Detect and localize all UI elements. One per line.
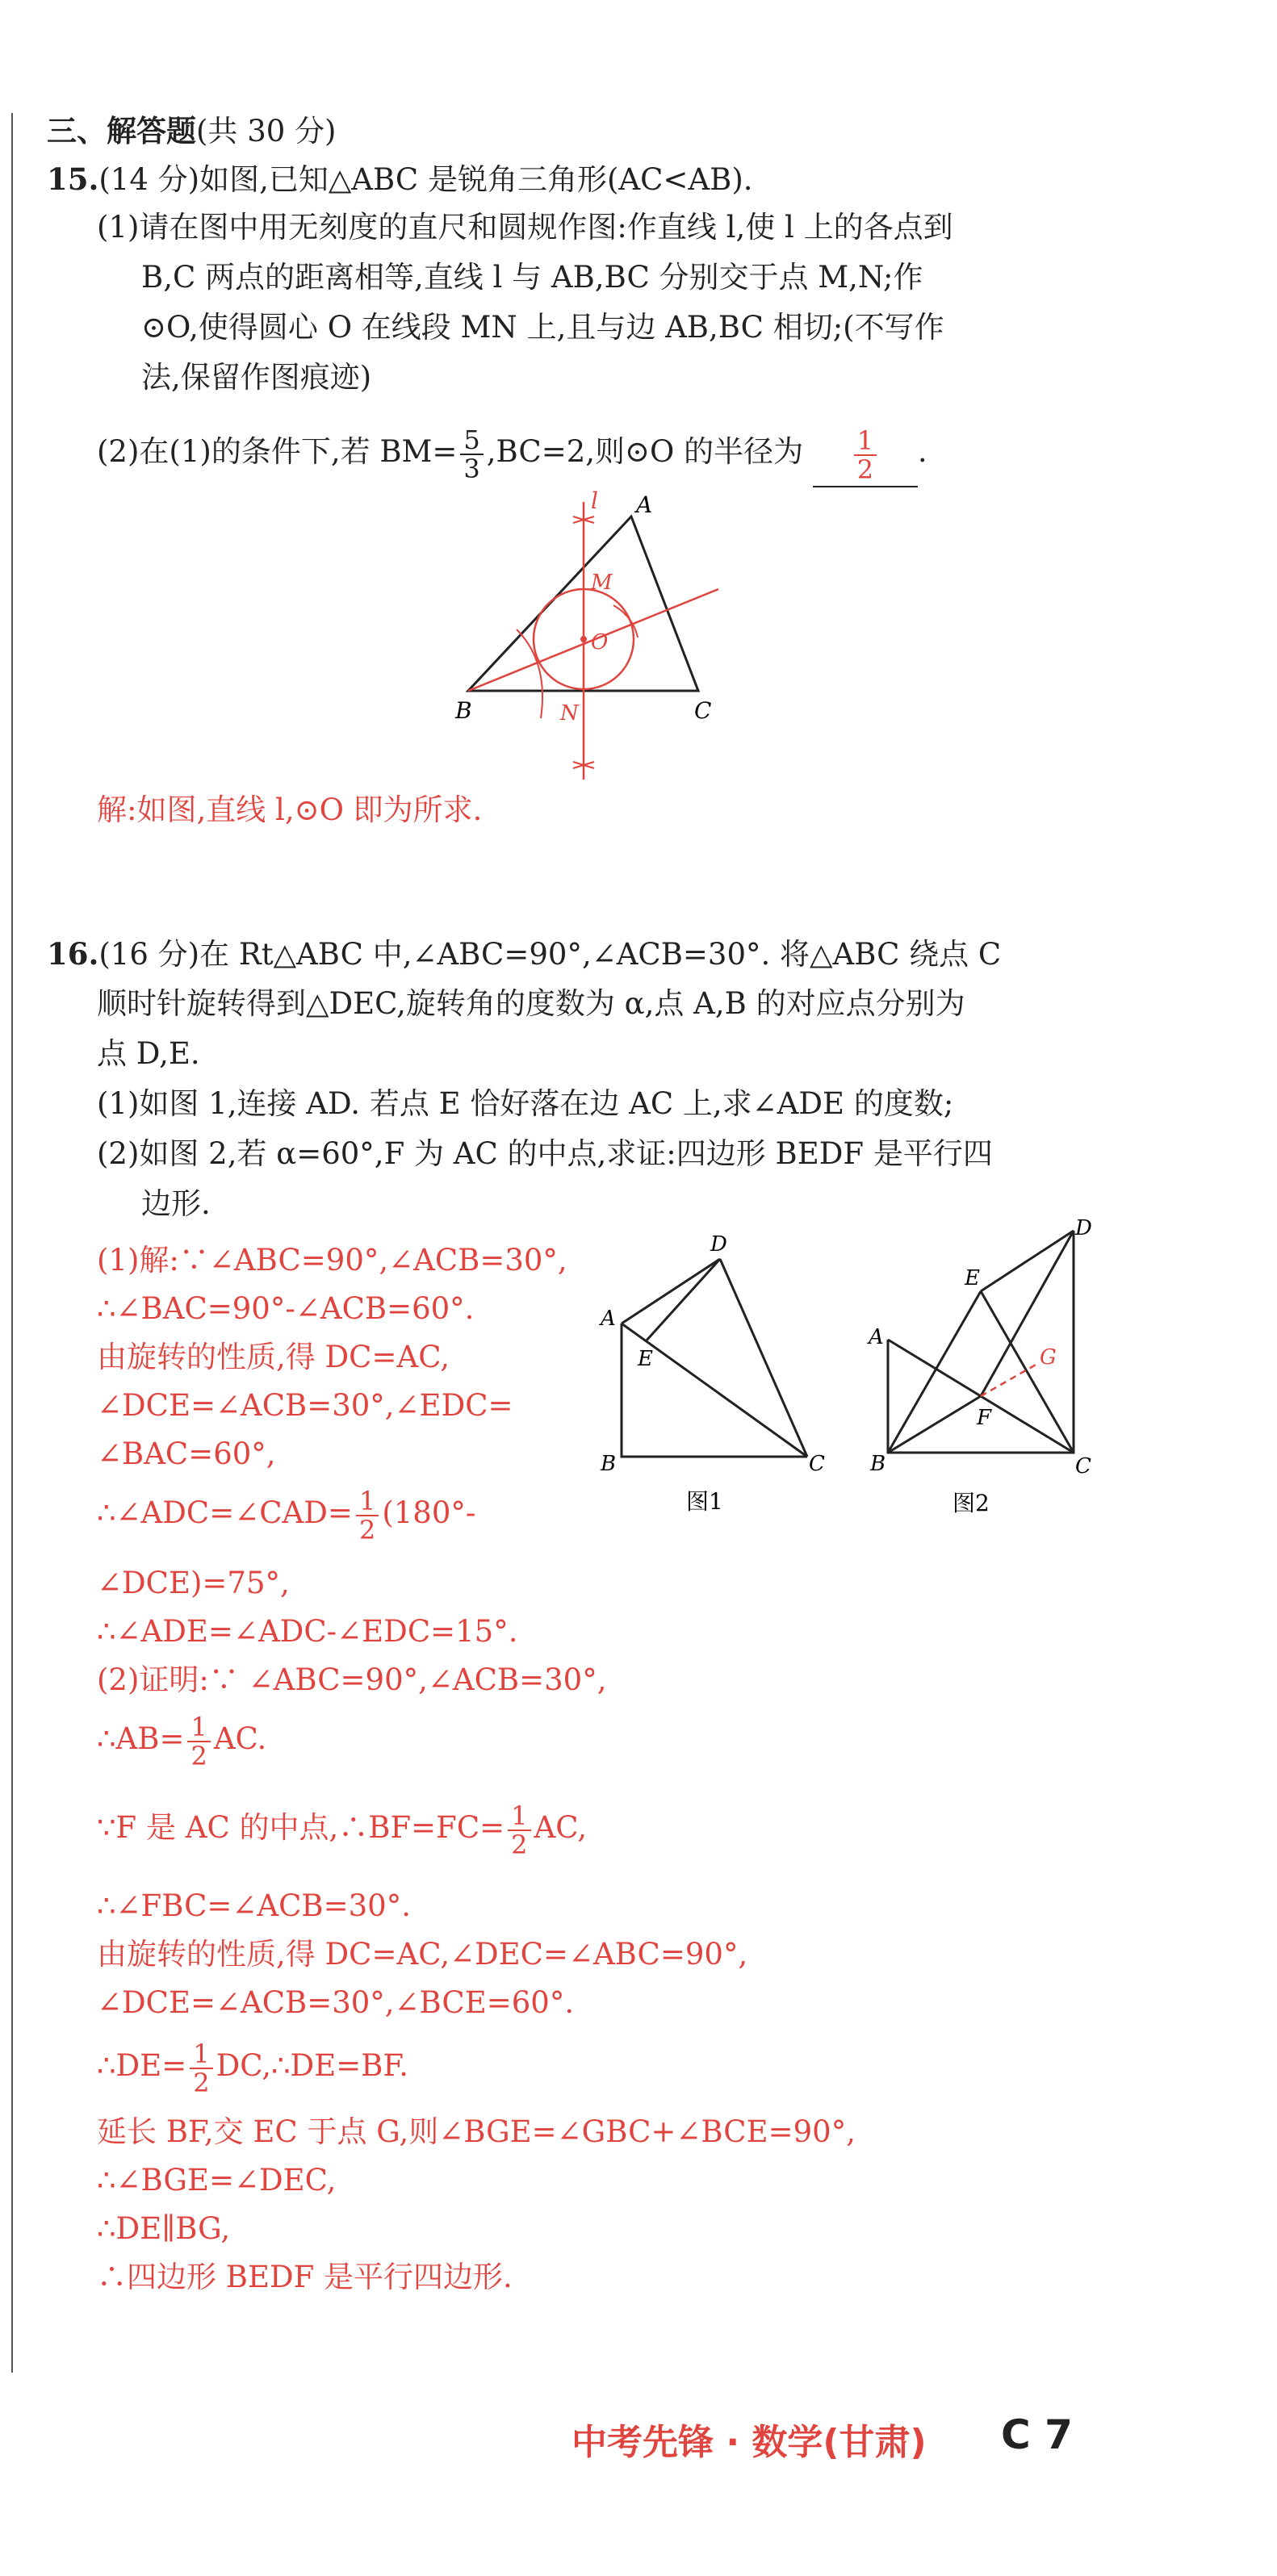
q16-sol-9: (2)证明:∵ ∠ABC=90°,∠ACB=30°, <box>97 1662 607 1697</box>
q16-line1 <box>47 936 1001 972</box>
q16-sol-10 <box>97 1707 266 1771</box>
q16-sol-12: ∴∠FBC=∠ACB=30°. <box>97 1888 411 1923</box>
label-m: M <box>591 571 613 595</box>
segment-dc <box>720 1259 807 1457</box>
q15-part1-line1: (1)请在图中用无刻度的直尺和圆规作图:作直线 l,使 l 上的各点到 <box>97 210 953 245</box>
label-b: B <box>455 697 472 724</box>
fig2-label-c: C <box>1075 1454 1091 1478</box>
fig1-caption: 图1 <box>686 1488 723 1515</box>
q15-intro-line <box>47 161 753 198</box>
fraction-half <box>187 1713 210 1770</box>
fraction-half <box>508 1802 530 1859</box>
fig1-label-d: D <box>710 1232 727 1257</box>
answer-period: . <box>917 434 927 469</box>
q16-number: 16. <box>47 936 99 972</box>
fraction-bm <box>460 426 483 483</box>
sol6-post: (180°- <box>382 1495 476 1530</box>
q16-sol-7: ∠DCE)=75°, <box>97 1566 290 1600</box>
section-title: 三、解答题 <box>47 113 196 148</box>
q16-sol-18: ∴DE∥BG, <box>97 2211 231 2246</box>
fig1-label-b: B <box>601 1452 617 1476</box>
sol10-post: AC. <box>213 1721 267 1756</box>
q16-sol-15 <box>97 2034 408 2098</box>
label-n: N <box>560 701 579 726</box>
label-o: O <box>591 630 609 654</box>
section-header <box>47 113 336 149</box>
sol15-pre: ∴DE= <box>97 2048 187 2083</box>
fig2-label-a: A <box>869 1325 884 1349</box>
frac-numerator: 1 <box>508 1802 530 1831</box>
fig2-label-f: F <box>977 1406 992 1430</box>
frac-denominator: 2 <box>511 1829 528 1860</box>
fig2-bf <box>888 1396 981 1453</box>
footer-book-title: 中考先锋 · 数学(甘肃) <box>572 2422 927 2463</box>
q15-number: 15. <box>47 161 99 197</box>
fig2-be <box>888 1291 981 1453</box>
sol6-pre: ∴∠ADC=∠CAD= <box>97 1495 353 1530</box>
q16-part2-line2: 边形. <box>141 1186 211 1221</box>
fig1-label-a: A <box>601 1307 616 1331</box>
q15-part1-line4: 法,保留作图痕迹) <box>141 360 372 395</box>
frac-denominator: 2 <box>358 1514 376 1545</box>
q16-figure1 <box>597 1227 839 1525</box>
frac-numerator: 1 <box>187 1713 210 1742</box>
q16-sol-17: ∴∠BGE=∠DEC, <box>97 2163 337 2198</box>
q15-figure <box>452 484 743 791</box>
fig2-label-e: E <box>965 1266 980 1290</box>
q16-sol-13: 由旋转的性质,得 DC=AC,∠DEC=∠ABC=90°, <box>97 1937 748 1972</box>
fig2-caption: 图2 <box>953 1490 990 1516</box>
q15-part2-post: ,BC=2,则⊙O 的半径为 <box>486 434 804 469</box>
page-number: C 7 <box>1001 2411 1073 2458</box>
q16-sol-5: ∠BAC=60°, <box>97 1436 276 1471</box>
q16-sol-3: 由旋转的性质,得 DC=AC, <box>97 1340 450 1374</box>
section-points: (共 30 分) <box>196 114 337 148</box>
q16-sol-8: ∴∠ADE=∠ADC-∠EDC=15°. <box>97 1614 518 1649</box>
q16-text-line1: (16 分)在 Rt△ABC 中,∠ABC=90°,∠ACB=30°. 将△ABC 绕点 C <box>98 937 1002 972</box>
q16-sol-19: ∴四边形 BEDF 是平行四边形. <box>97 2260 513 2294</box>
q16-sol-6 <box>97 1481 475 1545</box>
frac-denominator: 3 <box>463 453 480 484</box>
q15-intro: (14 分)如图,已知△ABC 是锐角三角形(AC<AB). <box>98 162 753 197</box>
fig2-de <box>981 1231 1074 1291</box>
q16-sol-11 <box>97 1796 587 1860</box>
q15-part2-pre: (2)在(1)的条件下,若 BM= <box>97 434 458 469</box>
margin-line <box>11 113 13 2373</box>
sol11-post: AC, <box>534 1810 587 1845</box>
q15-part1-line3: ⊙O,使得圆心 O 在线段 MN 上,且与边 AB,BC 相切;(不写作 <box>141 310 944 345</box>
q15-solution: 解:如图,直线 l,⊙O 即为所求. <box>97 792 483 827</box>
q16-sol-1: (1)解:∵∠ABC=90°,∠ACB=30°, <box>97 1243 567 1278</box>
frac-numerator: 5 <box>460 426 483 455</box>
sol11-pre: ∵F 是 AC 的中点,∴BF=FC= <box>97 1810 505 1845</box>
fig1-label-c: C <box>809 1452 825 1476</box>
construction-arc <box>517 629 542 718</box>
frac-numerator: 1 <box>854 427 877 456</box>
q16-sol-16: 延长 BF,交 EC 于点 G,则∠BGE=∠GBC+∠BCE=90°, <box>97 2114 856 2149</box>
fraction-half <box>190 2040 212 2097</box>
center-o <box>580 636 587 642</box>
label-l: l <box>591 487 598 514</box>
q16-line2: 顺时针旋转得到△DEC,旋转角的度数为 α,点 A,B 的对应点分别为 <box>97 986 965 1021</box>
q16-part1: (1)如图 1,连接 AD. 若点 E 恰好落在边 AC 上,求∠ADE 的度数; <box>97 1086 954 1121</box>
fraction-half <box>356 1487 379 1544</box>
answer-fraction <box>854 427 877 483</box>
frac-denominator: 2 <box>856 454 874 485</box>
sol15-post: DC,∴DE=BF. <box>216 2048 409 2083</box>
label-c: C <box>694 697 712 724</box>
q16-figure2 <box>856 1211 1114 1525</box>
q16-part2-line1: (2)如图 2,若 α=60°,F 为 AC 的中点,求证:四边形 BEDF 是平行四 <box>97 1136 993 1171</box>
q15-part1-line2: B,C 两点的距离相等,直线 l 与 AB,BC 分别交于点 M,N;作 <box>141 260 923 295</box>
q16-sol-14: ∠DCE=∠ACB=30°,∠BCE=60°. <box>97 1985 575 2020</box>
q16-sol-4: ∠DCE=∠ACB=30°,∠EDC= <box>97 1388 513 1423</box>
q15-part2 <box>97 420 927 487</box>
q16-sol-2: ∴∠BAC=90°-∠ACB=60°. <box>97 1291 475 1326</box>
frac-denominator: 2 <box>191 1740 207 1771</box>
frac-numerator: 1 <box>356 1487 379 1516</box>
q16-line3: 点 D,E. <box>97 1036 200 1071</box>
label-a: A <box>636 491 653 518</box>
fig2-label-g: G <box>1040 1345 1057 1370</box>
frac-denominator: 2 <box>193 2067 210 2098</box>
side-ac <box>622 1324 807 1457</box>
fig2-label-b: B <box>870 1452 886 1476</box>
sol10-pre: ∴AB= <box>97 1721 185 1756</box>
answer-blank <box>813 421 918 487</box>
fig2-label-d: D <box>1075 1216 1092 1240</box>
frac-numerator: 1 <box>190 2040 212 2069</box>
fig1-label-e: E <box>638 1347 653 1371</box>
